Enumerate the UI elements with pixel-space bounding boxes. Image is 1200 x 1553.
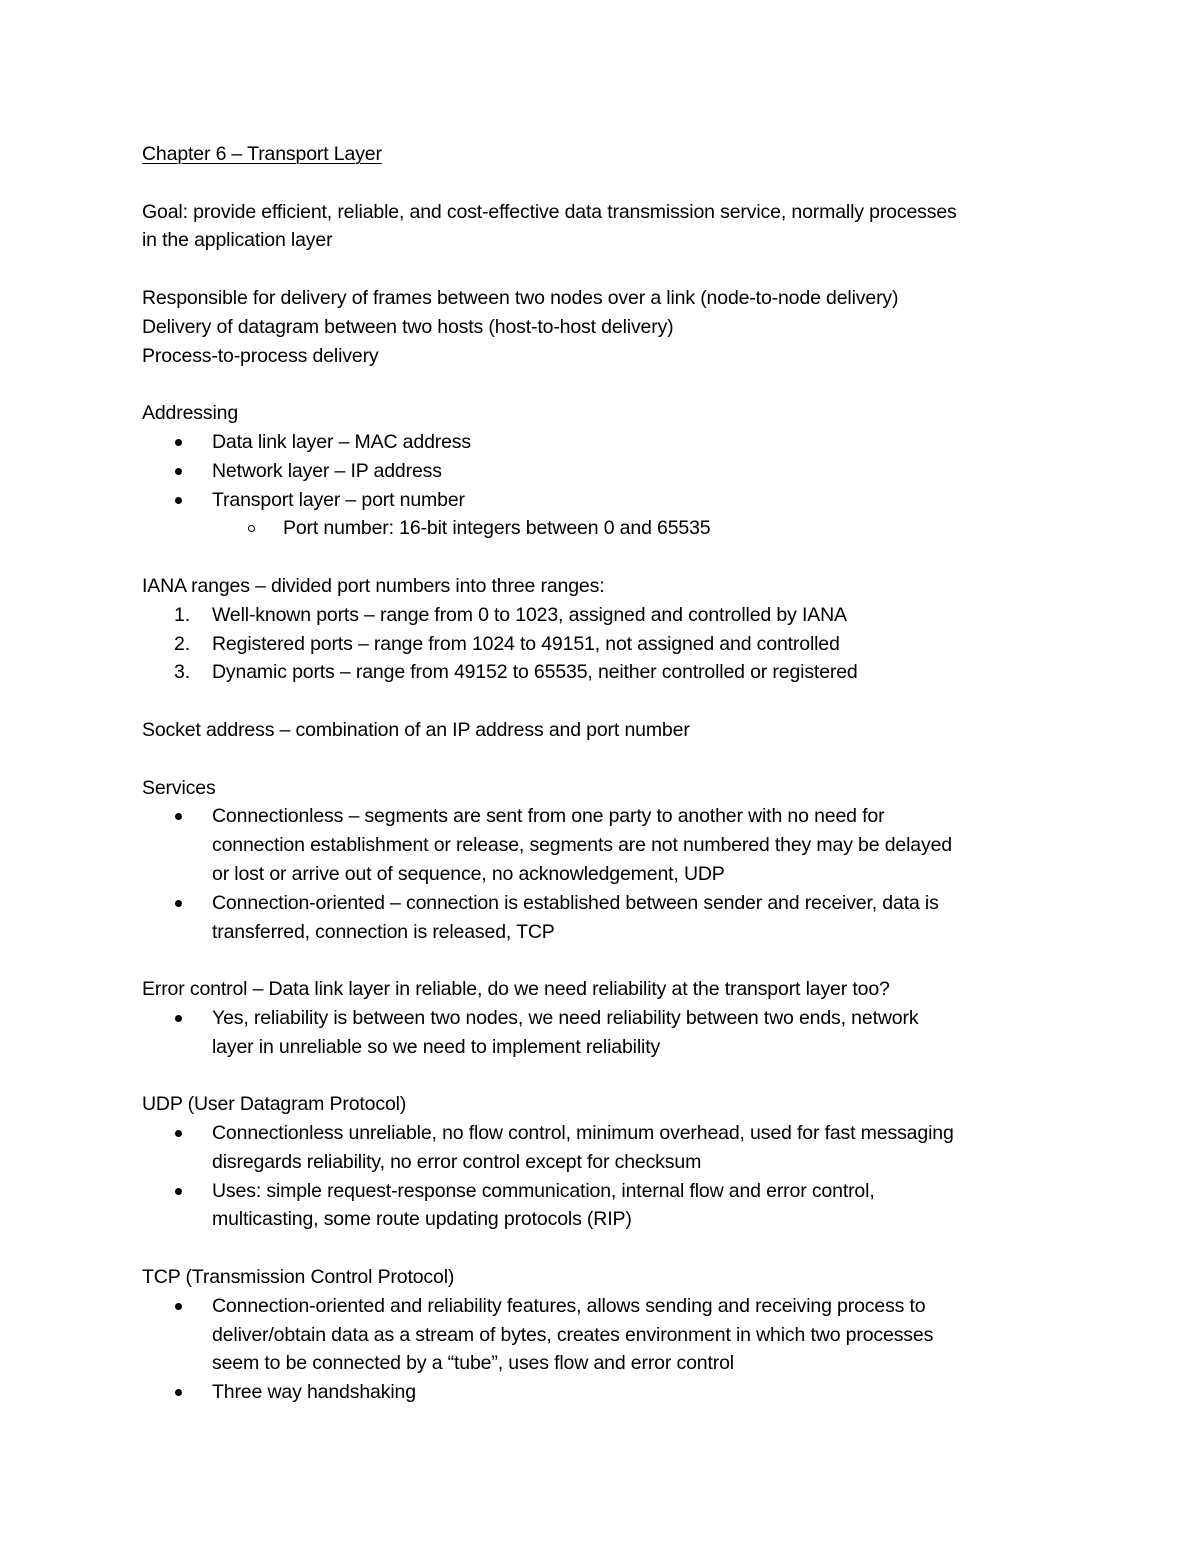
- item-line: Connectionless – segments are sent from one party to another with no need for: [212, 805, 885, 828]
- item-line: disregards reliability, no error control except for checksum: [212, 1150, 702, 1173]
- bullet-icon: [175, 1015, 182, 1022]
- item-line: Three way handshaking: [212, 1381, 416, 1404]
- tcp-item-features: [142, 1292, 1082, 1378]
- spacer: [142, 370, 1082, 399]
- bullet-icon: [175, 468, 182, 475]
- bullet-icon: [175, 813, 182, 820]
- error-control-heading: Error control – Data link layer in reliable, do we need reliability at the transport layer too?: [142, 978, 890, 1001]
- addressing-item: [142, 457, 1082, 486]
- list-number: 3.: [174, 661, 190, 684]
- bullet-icon: [175, 1303, 182, 1310]
- spacer: [142, 745, 1082, 774]
- item-line: Connectionless unreliable, no flow control, minimum overhead, used for fast messaging: [212, 1122, 954, 1145]
- page-title: Chapter 6 – Transport Layer: [142, 143, 382, 165]
- item-line: Connection-oriented and reliability features, allows sending and receiving process to: [212, 1294, 926, 1317]
- addressing-item-text: Transport layer – port number: [212, 488, 465, 511]
- item-line: or lost or arrive out of sequence, no acknowledgement, UDP: [212, 862, 725, 885]
- spacer: [142, 169, 1082, 198]
- services-item-connectionless: [142, 802, 1082, 888]
- item-line: Connection-oriented – connection is established between sender and receiver, data is: [212, 891, 939, 914]
- bullet-icon: [175, 1130, 182, 1137]
- services-item-connection-oriented: [142, 889, 1082, 947]
- error-control-item: [142, 1004, 1082, 1062]
- iana-item-text: Dynamic ports – range from 49152 to 65535, neither controlled or registered: [212, 661, 858, 684]
- addressing-sub-item-text: Port number: 16-bit integers between 0 and 65535: [283, 517, 711, 540]
- delivery-line-node: Responsible for delivery of frames between two nodes over a link (node-to-node delivery): [142, 286, 899, 309]
- delivery-line-host: Delivery of datagram between two hosts (host-to-host delivery): [142, 315, 674, 338]
- addressing-item-text: Data link layer – MAC address: [212, 430, 472, 453]
- item-line: connection establishment or release, segments are not numbered they may be delayed: [212, 834, 952, 857]
- spacer: [142, 946, 1082, 975]
- item-line: transferred, connection is released, TCP: [212, 920, 555, 943]
- addressing-sub-item: [142, 514, 1082, 543]
- spacer: [142, 1062, 1082, 1091]
- list-number: 1.: [174, 603, 190, 626]
- addressing-item: [142, 486, 1082, 515]
- delivery-line-process: Process-to-process delivery: [142, 344, 379, 367]
- udp-item-uses: [142, 1177, 1082, 1235]
- bullet-icon: [175, 900, 182, 907]
- item-line: seem to be connected by a “tube”, uses flow and error control: [212, 1352, 734, 1375]
- udp-heading: UDP (User Datagram Protocol): [142, 1093, 407, 1116]
- tcp-heading: TCP (Transmission Control Protocol): [142, 1266, 455, 1289]
- spacer: [142, 687, 1082, 716]
- goal-line-1: Goal: provide efficient, reliable, and cost-effective data transmission service, normally processes: [142, 200, 957, 223]
- iana-item-text: Registered ports – range from 1024 to 49151, not assigned and controlled: [212, 632, 840, 655]
- spacer: [142, 1234, 1082, 1263]
- document-page: [142, 140, 1082, 1407]
- item-line: multicasting, some route updating protocols (RIP): [212, 1208, 632, 1231]
- bullet-icon: [175, 1389, 182, 1396]
- bullet-icon: [175, 439, 182, 446]
- udp-item-features: [142, 1119, 1082, 1177]
- socket-line: Socket address – combination of an IP address and port number: [142, 718, 690, 741]
- item-line: Yes, reliability is between two nodes, we need reliability between two ends, network: [212, 1006, 919, 1029]
- item-line: deliver/obtain data as a stream of bytes, creates environment in which two processes: [212, 1323, 934, 1346]
- spacer: [142, 543, 1082, 572]
- addressing-item-text: Network layer – IP address: [212, 459, 442, 482]
- addressing-item: [142, 428, 1082, 457]
- bullet-icon: [175, 1188, 182, 1195]
- list-number: 2.: [174, 632, 190, 655]
- tcp-item-handshaking: [142, 1378, 1082, 1407]
- item-line: layer in unreliable so we need to implement reliability: [212, 1035, 661, 1058]
- iana-item: [142, 658, 1082, 687]
- hollow-bullet-icon: [248, 525, 255, 532]
- spacer: [142, 255, 1082, 284]
- iana-item: [142, 630, 1082, 659]
- iana-item-text: Well-known ports – range from 0 to 1023, assigned and controlled by IANA: [212, 603, 847, 626]
- services-heading: Services: [142, 776, 216, 799]
- addressing-heading: Addressing: [142, 402, 239, 425]
- item-line: Uses: simple request-response communication, internal flow and error control,: [212, 1179, 875, 1202]
- iana-heading: IANA ranges – divided port numbers into three ranges:: [142, 574, 605, 597]
- bullet-icon: [175, 497, 182, 504]
- iana-item: [142, 601, 1082, 630]
- goal-line-2: in the application layer: [142, 229, 333, 252]
